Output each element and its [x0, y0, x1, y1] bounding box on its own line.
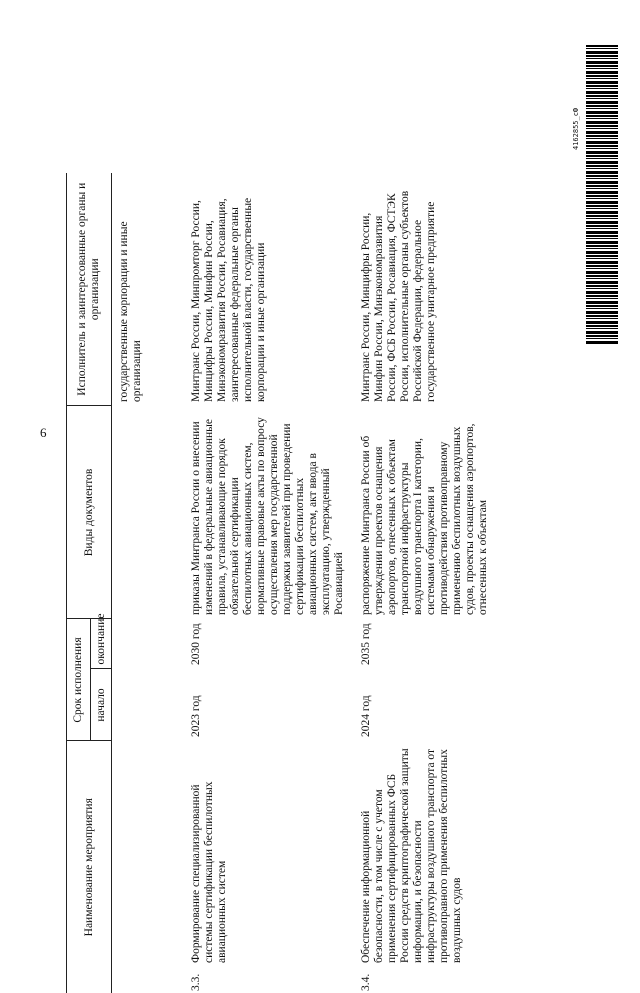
- header-executor: Исполнитель и заинтересованные органы и организации: [67, 173, 112, 406]
- barcode-image: [586, 45, 618, 345]
- continuation-executor: государственные корпорации и иные организации: [118, 221, 143, 402]
- row-end: 2035 год: [360, 623, 372, 665]
- header-docs: Виды документов: [67, 406, 112, 619]
- row-name: Формирование специализированной системы сертификации беспилотных авиационных систем: [190, 781, 228, 963]
- header-end: окончание: [91, 619, 112, 669]
- table-row: [348, 173, 492, 993]
- row-executor: Минтранс России, Минпромторг России, Минцифры России, Минфин России, Минэкономразвития России, Росавиация, заинтересованные федеральные органы исполнительной власти, государственные корпорации и иные организации: [190, 197, 267, 402]
- row-number: 3.4.: [360, 973, 372, 991]
- barcode-number: 4162855_сФ: [572, 107, 580, 150]
- row-number: 3.3.: [190, 973, 202, 991]
- rotated-table-frame: [66, 173, 596, 993]
- page-number: 6: [40, 425, 47, 440]
- row-start: 2023 год: [190, 695, 202, 737]
- row-executor: Минтранс России, Минцифры России, Минфин России, Минэкономразвития России, ФСБ России, Росавиация, ФСТЭК России, исполнительные органы субъектов Российской Федерации, федеральное государственное унитарное предприятие: [360, 190, 437, 402]
- row-docs: приказы Минтранса России о внесении изменений в федеральные авиационные правила, устанавливающие порядок обязательной сертификации беспилотных авиационных систем, нормативные правовые акты по вопросу осуществления мер государственной поддержки заявителей при проведении сертификации беспилотных авиационных систем, акт ввода в эксплуатацию, утвержденный Росавиацией: [190, 417, 345, 615]
- measures-table: [66, 173, 492, 993]
- row-end: 2030 год: [190, 623, 202, 665]
- row-start: 2024 год: [360, 695, 372, 737]
- row-name: Обеспечение информационной безопасности, в том числе с учетом применения сертифицированных ФСБ России средств криптографической защиты информации, и безопасности инфраструктуры воздушного транспорта от противоправного применения беспилотных воздушных судов: [360, 748, 463, 963]
- header-start: начало: [91, 669, 112, 741]
- table-row-continuation: [112, 173, 179, 993]
- table-row: [178, 173, 348, 993]
- header-name: Наименование мероприятия: [67, 741, 112, 993]
- row-docs: распоряжение Минтранса России об утверждении проектов оснащения аэропортов, отнесенных к объектам транспортной инфраструктуры воздушного транспорта I категории, системами обнаружения и противодействия противоправному применению беспилотных воздушных судов, проекты оснащения аэропортов, отнесенных к объектам: [360, 423, 489, 615]
- header-term: Срок исполнения: [67, 619, 91, 741]
